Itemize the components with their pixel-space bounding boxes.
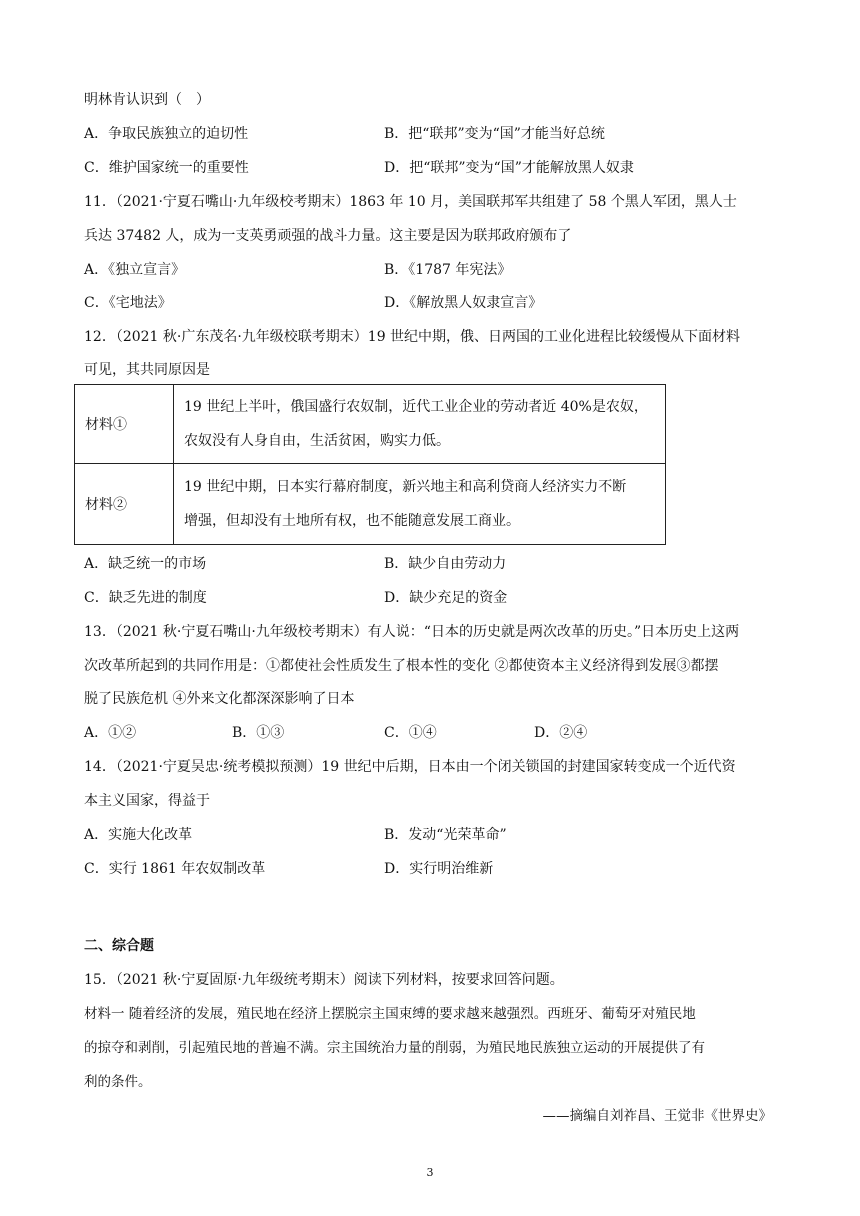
q13-stem-line2: 次改革所起到的共同作用是：①都使社会性质发生了根本性的变化 ②都使资本主义经济得到发展③都摆 bbox=[84, 658, 719, 674]
q10-option-a: A．争取民族独立的迫切性 bbox=[84, 126, 249, 142]
q10-stem-tail: 明林肯认识到（ ） bbox=[84, 92, 210, 108]
q15-stem: 15．（2021 秋·宁夏固原·九年级统考期末）阅读下列材料，按要求回答问题。 bbox=[84, 972, 564, 988]
q14-option-a: A．实施大化改革 bbox=[84, 827, 193, 843]
material-row-1 bbox=[75, 385, 666, 464]
q11-option-d: D．《解放黑人奴隶宣言》 bbox=[384, 295, 543, 311]
q11-stem-line2: 兵达 37482 人，成为一支英勇顽强的战斗力量。这主要是因为联邦政府颁布了 bbox=[84, 228, 572, 244]
material-label-1: 材料① bbox=[75, 385, 174, 464]
q12-option-a: A．缺乏统一的市场 bbox=[84, 556, 207, 572]
q12-option-c: C．缺乏先进的制度 bbox=[84, 590, 207, 606]
q13-option-b: B．①③ bbox=[232, 725, 285, 741]
q12-option-b: B．缺少自由劳动力 bbox=[384, 556, 507, 572]
q14-option-d: D．实行明治维新 bbox=[384, 861, 494, 877]
material-2-line1: 19 世纪中期，日本实行幕府制度，新兴地主和高利贷商人经济实力不断 bbox=[184, 479, 627, 495]
q11-option-a: A．《独立宣言》 bbox=[84, 262, 186, 278]
q15-material1-line2: 的掠夺和剥削，引起殖民地的普遍不满。宗主国统治力量的削弱，为殖民地民族独立运动的开展提供了有 bbox=[84, 1040, 705, 1056]
q14-option-c: C．实行 1861 年农奴制改革 bbox=[84, 861, 266, 877]
q13-option-d: D．②④ bbox=[534, 725, 588, 741]
q14-option-b: B．发动“光荣革命” bbox=[384, 827, 507, 843]
q10-option-d: D．把“联邦”变为“国”才能解放黑人奴隶 bbox=[384, 160, 634, 176]
q12-stem-line1: 12．（2021 秋·广东茂名·九年级校联考期末）19 世纪中期，俄、日两国的工业化进程比较缓慢从下面材料 bbox=[84, 329, 741, 345]
material-1-line1: 19 世纪上半叶，俄国盛行农奴制，近代工业企业的劳动者近 40%是农奴， bbox=[184, 399, 648, 415]
material-label-2: 材料② bbox=[75, 464, 174, 545]
q14-stem-line2: 本主义国家，得益于 bbox=[84, 793, 210, 809]
material-2-line2: 增强，但却没有土地所有权，也不能随意发展工商业。 bbox=[184, 513, 520, 529]
q15-source-citation: ——摘编自刘祚昌、王觉非《世界史》 bbox=[542, 1108, 772, 1124]
q11-option-b: B．《1787 年宪法》 bbox=[384, 262, 512, 278]
q11-stem-line1: 11．（2021·宁夏石嘴山·九年级校考期末）1863 年 10 月，美国联邦军共组建了 58 个黑人军团，黑人士 bbox=[84, 194, 737, 210]
q15-material1-line1: 材料一 随着经济的发展，殖民地在经济上摆脱宗主国束缚的要求越来越强烈。西班牙、葡萄牙对殖民地 bbox=[84, 1006, 696, 1022]
q12-materials-table bbox=[74, 384, 666, 545]
section-heading: 二、综合题 bbox=[84, 938, 154, 954]
material-text-2 bbox=[174, 464, 666, 545]
q15-material1-line3: 利的条件。 bbox=[84, 1074, 152, 1090]
q13-stem-line3: 脱了民族危机 ④外来文化都深深影响了日本 bbox=[84, 691, 355, 707]
q13-option-a: A．①② bbox=[84, 725, 137, 741]
q13-stem-line1: 13．（2021 秋·宁夏石嘴山·九年级校考期末）有人说：“日本的历史就是两次改革的历史。”日本历史上这两 bbox=[84, 624, 740, 640]
q12-option-d: D．缺少充足的资金 bbox=[384, 590, 508, 606]
q10-option-b: B．把“联邦”变为“国”才能当好总统 bbox=[384, 126, 605, 142]
page-number: 3 bbox=[426, 1166, 434, 1179]
material-1-line2: 农奴没有人身自由，生活贫困，购实力低。 bbox=[184, 433, 450, 449]
q13-option-c: C．①④ bbox=[384, 725, 437, 741]
q14-stem-line1: 14．（2021·宁夏吴忠·统考模拟预测）19 世纪中后期，日本由一个闭关锁国的封建国家转变成一个近代资 bbox=[84, 759, 736, 775]
q12-stem-line2: 可见，其共同原因是 bbox=[84, 362, 210, 378]
q10-option-c: C．维护国家统一的重要性 bbox=[84, 160, 249, 176]
q11-option-c: C．《宅地法》 bbox=[84, 295, 172, 311]
material-text-1 bbox=[174, 385, 666, 464]
material-row-2 bbox=[75, 464, 666, 545]
